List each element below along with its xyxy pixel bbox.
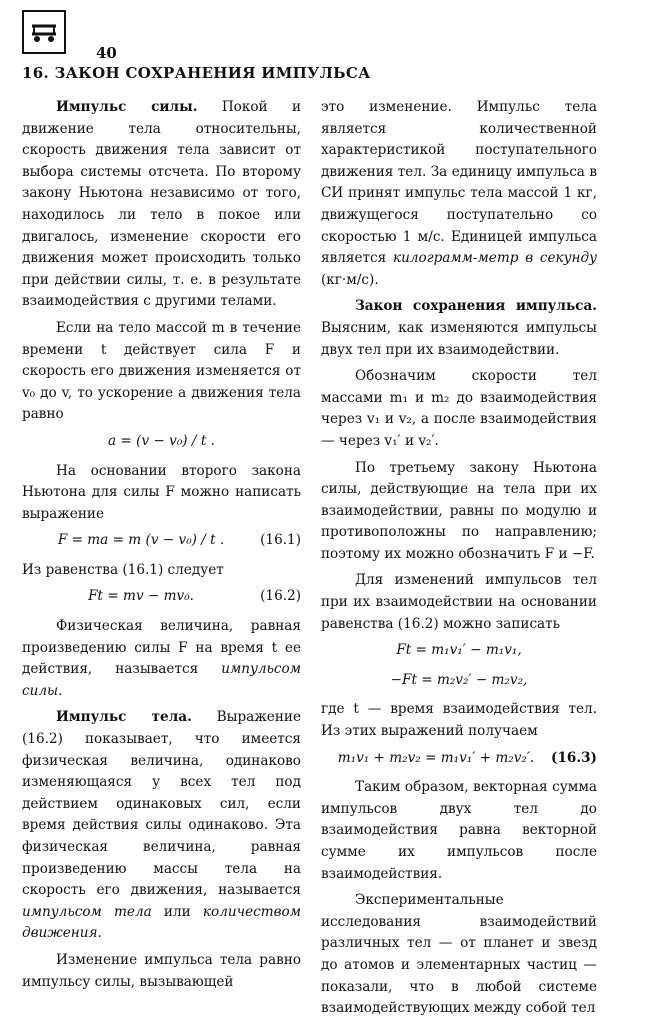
paragraph: Для изменений импульсов тел при их взаимодействии на основании равенства (16.2) можно записать (321, 572, 597, 632)
paragraph-text: (кг·м/с). (321, 271, 379, 288)
equation-16-3 (321, 748, 597, 770)
equation-text: Ft = mv − mv₀. (88, 588, 194, 605)
paragraph: Изменение импульса тела равно импульсу силы, вызывающей (22, 951, 301, 990)
paragraph: На основании второго закона Ньютона для силы F можно написать выражение (22, 462, 301, 522)
cart-icon (24, 12, 64, 52)
paragraph: Таким образом, векторная сумма импульсов двух тел до взаимодействия равна векторной сумме их импульсов после взаимодействия. (321, 779, 597, 882)
equation-number: (16.3) (551, 749, 597, 766)
paragraph (22, 97, 301, 313)
paragraph-text: Покой и движение тела относительны, скорость движения тела зависит от выбора системы отсчета. По второму закону Ньютона независимо от того, находилось ли тело в покое или двигалось, изменение скорости его движения может происходить только при действии силы, т. е. в результате взаимодействия с другими телами. (22, 99, 302, 310)
paragraph: Экспериментальные исследования взаимодействий различных тел — от планет и звезд до атомов и элементарных частиц — показали, что в любой системе взаимодействующих между собой тел (321, 892, 597, 1017)
equation-acceleration (22, 431, 301, 453)
paragraph (22, 616, 301, 702)
section-heading: 16. ЗАКОН СОХРАНЕНИЯ ИМПУЛЬСА (22, 64, 371, 82)
paragraph-text: или (151, 903, 203, 920)
paragraph-text: Выражение (16.2) показывает, что имеется физическая величина, одинаково изменяющаяся у всех тел под действием одинаковых сил, если время действия силы одинаково. Эта физическая величина, равная произведению массы тела на скорость его движения, называется (22, 709, 302, 899)
equation-number: (16.1) (260, 532, 301, 549)
paragraph: Если на тело массой m в течение времени t действует сила F и скорость его движения изменяется от v₀ до v, то ускорение a движения тела равно (22, 319, 301, 423)
equation-16-2 (22, 586, 301, 608)
equation-right-a (321, 640, 597, 662)
paragraph (321, 296, 597, 361)
subsection-lead: Импульс силы. (56, 99, 198, 115)
section-icon (22, 10, 66, 54)
equation-right-b (321, 670, 597, 692)
paragraph (321, 97, 597, 291)
paragraph: Обозначим скорости тел массами m₁ и m₂ до взаимодействия через v₁ и v₂, а после взаимодействия — через v₁′ и v₂′. (321, 368, 597, 449)
term: килограмм-метр в секунду (392, 250, 598, 267)
equation-number: (16.2) (260, 588, 301, 605)
left-column (22, 97, 301, 993)
paragraph-text: это изменение. Импульс тела является количественной характеристикой поступательного движения тел. За единицу импульса в СИ принят импульс тела массой 1 кг, движущегося поступательно со скоростью 1 м/с. Единицей импульса является (321, 99, 597, 267)
term: импульсом силы. (22, 661, 301, 699)
paragraph-text: Выясним, как изменяются импульсы двух тел при их взаимодействии. (321, 319, 597, 358)
equation-16-1 (22, 530, 301, 552)
equation-text: m₁v₁ + m₂v₂ = m₁v₁′ + m₂v₂′. (337, 749, 535, 766)
right-column (321, 97, 597, 1020)
paragraph: Из равенства (16.1) следует (22, 561, 224, 578)
paragraph-text: Физическая величина, равная произведению силы F на время t ее действия, называется (22, 618, 301, 678)
paragraph (22, 707, 301, 945)
subsection-lead: Закон сохранения импульса. (355, 298, 597, 315)
equation-text: a = (v − v₀) / t . (108, 432, 215, 449)
term: количеством движения. (22, 903, 301, 942)
equation-text: −Ft = m₂v₂′ − m₂v₂, (390, 671, 528, 688)
term: импульсом тела (22, 903, 152, 920)
paragraph: где t — время взаимодействия тел. Из этих выражений получаем (321, 701, 597, 740)
paragraph: По третьему закону Ньютона силы, действующие на тела при их взаимодействии, равны по модулю и противоположны по направлению; поэтому их можно обозначить F и −F. (321, 459, 597, 562)
page-number: 40 (96, 44, 117, 62)
equation-text: F = ma = m (v − v₀) / t . (57, 532, 225, 549)
equation-text: Ft = m₁v₁′ − m₁v₁, (396, 642, 522, 659)
subsection-lead: Импульс тела. (56, 709, 192, 726)
